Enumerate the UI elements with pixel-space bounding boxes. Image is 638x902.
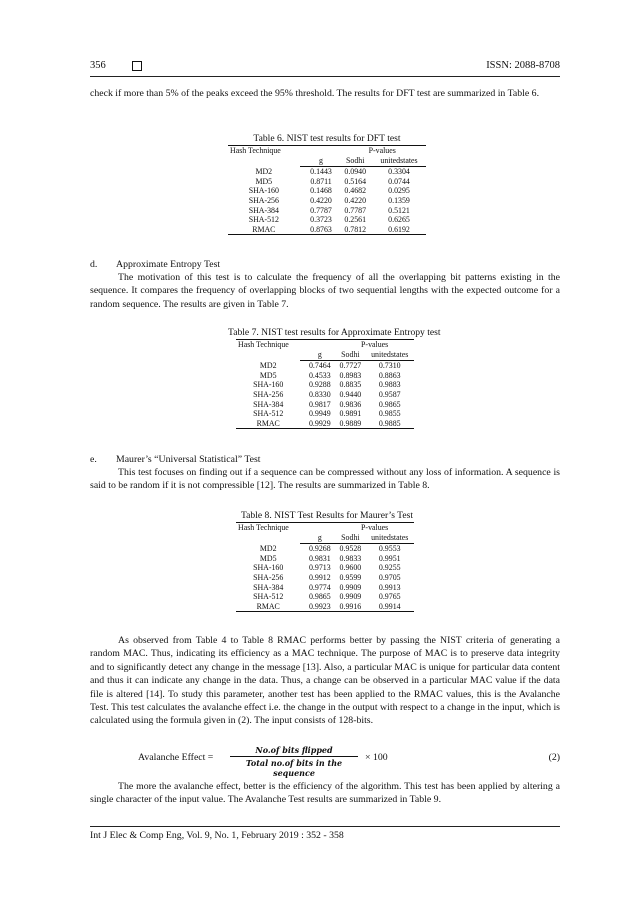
cell-unitedstates: 0.6192: [372, 225, 426, 235]
cell-unitedstates: 0.9855: [378, 409, 401, 419]
row-name: MD5: [259, 553, 277, 563]
equation-denominator: Total no.of bits in the sequence: [245, 758, 343, 778]
cell-g: 0.7464: [308, 361, 331, 371]
row-name: SHA-512: [248, 215, 279, 225]
row-name: SHA-256: [253, 572, 284, 582]
avalanche-equation: [90, 745, 560, 778]
table-subheader-row: [228, 156, 426, 167]
cell-sodhi: 0.9600: [339, 563, 362, 573]
section-e-paragraph: This test focuses on finding out if a sequence can be compressed without any loss of information. A sequence is said to be random if it is not compressible [12]. The results are summarized in Table 8.: [90, 467, 560, 492]
row-name: SHA-512: [253, 592, 284, 602]
table-7-caption: Table 7. NIST test results for Approximate Entropy test: [228, 327, 441, 338]
section-d-title: Approximate Entropy Test: [116, 259, 221, 270]
table-7: [228, 327, 441, 429]
cell-unitedstates: 0.9587: [378, 389, 401, 399]
cell-unitedstates: 0.9865: [378, 399, 401, 409]
table-8-caption: Table 8. NIST Test Results for Maurer’s Test: [240, 510, 414, 521]
table-row: [228, 215, 426, 225]
table-subheader-row: [236, 533, 414, 544]
cell-g: 0.9949: [308, 409, 331, 419]
row-name: MD5: [255, 176, 273, 186]
section-e-heading: [90, 453, 560, 466]
cell-unitedstates: 0.9885: [365, 419, 414, 429]
cell-sodhi: 0.2561: [344, 215, 367, 225]
row-name: SHA-160: [248, 186, 279, 196]
cell-g: 0.1443: [310, 167, 332, 177]
closing-paragraph: The more the avalanche effect, better is the efficiency of the algorithm. This test has been applied by altering a single character of the input value. The Avalanche Test results are summarized in Table 9.: [90, 781, 560, 806]
cell-unitedstates: 0.0295: [388, 186, 410, 196]
table-row: [228, 177, 426, 187]
cell-sodhi: 0.9909: [339, 582, 362, 592]
section-e-title: Maurer’s “Universal Statistical” Test: [116, 454, 261, 465]
cell-sodhi: 0.5164: [344, 176, 367, 186]
table-row: [236, 361, 414, 371]
row-name: SHA-256: [248, 195, 279, 205]
col-p-values: P-values: [338, 146, 426, 156]
cell-sodhi: 0.8983: [339, 370, 362, 380]
cell-sodhi: 0.9916: [335, 602, 365, 612]
row-name: RMAC: [228, 225, 300, 235]
table-header-row: [236, 340, 414, 350]
row-name: MD2: [255, 166, 273, 176]
issn: ISSN: 2088-8708: [486, 60, 560, 71]
cell-g: 0.4533: [308, 370, 331, 380]
row-name: SHA-384: [253, 582, 284, 592]
table-row: [228, 196, 426, 206]
cell-unitedstates: 0.9553: [378, 544, 401, 554]
cell-unitedstates: 0.9951: [378, 553, 401, 563]
cell-sodhi: 0.0940: [344, 167, 367, 177]
cell-unitedstates: 0.9914: [365, 602, 414, 612]
table-row: [236, 419, 414, 429]
table-row: [236, 602, 414, 612]
table-6: [228, 133, 426, 235]
section-e-letter: e.: [90, 454, 97, 465]
col-hash-technique: Hash Technique: [236, 340, 300, 350]
col-sodhi: Sodhi: [338, 156, 372, 167]
cell-g: 0.7787: [310, 205, 332, 215]
cell-g: 0.9912: [308, 572, 331, 582]
cell-unitedstates: 0.9883: [378, 380, 401, 390]
col-g: g: [300, 156, 339, 167]
table-row: [236, 563, 414, 573]
row-name: SHA-160: [253, 563, 284, 573]
row-name: SHA-256: [253, 389, 284, 399]
cell-g: 0.9923: [300, 602, 335, 612]
table-row: [236, 371, 414, 381]
section-d-heading: [90, 258, 560, 271]
table-6-grid: [228, 145, 426, 235]
col-unitedstates: unitedstates: [365, 533, 414, 544]
cell-sodhi: 0.9889: [335, 419, 365, 429]
footer-rule: [90, 826, 560, 827]
cell-sodhi: 0.7727: [339, 361, 362, 371]
row-name: RMAC: [236, 602, 300, 612]
table-row: [236, 592, 414, 602]
equation-label: Avalanche Effect =: [138, 752, 214, 763]
cell-g: 0.9831: [308, 553, 331, 563]
cell-unitedstates: 0.9913: [378, 582, 401, 592]
cell-unitedstates: 0.5121: [388, 205, 410, 215]
intro-paragraph: check if more than 5% of the peaks exceed the 95% threshold. The results for DFT test are summarized in Table 6.: [90, 88, 540, 99]
col-sodhi: Sodhi: [335, 533, 365, 544]
table-row: [236, 400, 414, 410]
equation-numerator: No.of bits flipped: [255, 745, 333, 755]
row-name: SHA-160: [253, 380, 284, 390]
col-g: g: [300, 350, 335, 361]
cell-sodhi: 0.7812: [338, 225, 372, 235]
section-d-paragraph: The motivation of this test is to calculate the frequency of all the overlapping bit patterns existing in the sequence. It compares the frequency of overlapping blocks of two sequential lengths with the expected outcome for a random sequence. The results are given in Table 7.: [90, 272, 560, 310]
col-unitedstates: unitedstates: [365, 350, 414, 361]
cell-g: 0.1468: [310, 186, 332, 196]
cell-unitedstates: 0.3304: [388, 167, 410, 177]
col-g: g: [300, 533, 335, 544]
cell-unitedstates: 0.9765: [378, 592, 401, 602]
cell-sodhi: 0.7787: [344, 205, 367, 215]
table-row: [236, 409, 414, 419]
page-header: [90, 60, 560, 76]
page-number: 356: [90, 60, 106, 71]
cell-sodhi: 0.9909: [339, 592, 362, 602]
col-hash-technique: Hash Technique: [236, 523, 300, 533]
cell-unitedstates: 0.0744: [388, 176, 410, 186]
table-row: [236, 380, 414, 390]
discussion-paragraph: As observed from Table 4 to Table 8 RMAC performs better by passing the NIST criteria of generating a random MAC. Thus, indicating its efficiency as a MAC technique. The purpose of MAC is to preserve data integrity and to significantly detect any change in the message [13]. Also, a particular MAC is unique for particular data content and thus it can indicate any change in the data. Thus, a change can be observed in a particular MAC value if the data file is altered [14]. To study this parameter, another test has been applied to the RMAC values, this is the Avalanche Test. This test calculates the avalanche effect i.e. the change in the output with respect to a change in the input, which is calculated using the formula given in (2). The input consists of 128-bits.: [90, 635, 560, 727]
cell-g: 0.3723: [310, 215, 332, 225]
cell-sodhi: 0.9599: [339, 572, 362, 582]
table-row: [228, 167, 426, 177]
table-row: [236, 573, 414, 583]
col-p-values: P-values: [335, 340, 414, 350]
table-6-caption: Table 6. NIST test results for DFT test: [253, 133, 401, 144]
header-rule: [90, 76, 560, 77]
box-icon: [132, 61, 142, 71]
table-8: [228, 510, 426, 612]
table-subheader-row: [236, 350, 414, 361]
row-name: RMAC: [236, 419, 300, 429]
cell-sodhi: 0.9528: [339, 544, 362, 554]
cell-g: 0.9774: [308, 582, 331, 592]
table-row: [236, 544, 414, 554]
cell-unitedstates: 0.1359: [388, 195, 410, 205]
col-p-values: P-values: [335, 523, 414, 533]
row-name: MD5: [259, 370, 277, 380]
cell-unitedstates: 0.9705: [378, 572, 401, 582]
table-row: [228, 206, 426, 216]
cell-g: 0.9929: [300, 419, 335, 429]
cell-sodhi: 0.8835: [339, 380, 362, 390]
table-8-grid: [236, 522, 414, 612]
col-sodhi: Sodhi: [335, 350, 365, 361]
table-row: [228, 186, 426, 196]
row-name: MD2: [259, 543, 277, 553]
cell-g: 0.8763: [300, 225, 339, 235]
section-d-letter: d.: [90, 259, 98, 270]
table-row: [236, 390, 414, 400]
table-7-grid: [236, 339, 414, 429]
cell-g: 0.9817: [308, 399, 331, 409]
cell-sodhi: 0.9836: [339, 399, 362, 409]
cell-sodhi: 0.9440: [339, 389, 362, 399]
table-row: [236, 583, 414, 593]
table-row: [236, 554, 414, 564]
col-hash-technique: Hash Technique: [228, 146, 300, 156]
cell-g: 0.8330: [308, 389, 331, 399]
equation-multiplier: × 100: [365, 752, 388, 763]
cell-sodhi: 0.9833: [339, 553, 362, 563]
cell-g: 0.9865: [308, 592, 331, 602]
cell-sodhi: 0.4220: [344, 195, 367, 205]
table-header-row: [228, 146, 426, 156]
cell-unitedstates: 0.9255: [378, 563, 401, 573]
row-name: SHA-384: [253, 399, 284, 409]
table-header-row: [236, 523, 414, 533]
cell-g: 0.9288: [308, 380, 331, 390]
equation-fraction: [230, 745, 358, 778]
cell-unitedstates: 0.7310: [378, 361, 401, 371]
cell-sodhi: 0.4682: [344, 186, 367, 196]
cell-g: 0.9268: [308, 544, 331, 554]
table-row: [228, 225, 426, 235]
cell-unitedstates: 0.6265: [388, 215, 410, 225]
cell-unitedstates: 0.8863: [378, 370, 401, 380]
cell-g: 0.8711: [310, 176, 332, 186]
row-name: SHA-512: [253, 409, 284, 419]
cell-g: 0.9713: [308, 563, 331, 573]
equation-number: (2): [548, 752, 560, 763]
row-name: SHA-384: [248, 205, 279, 215]
footer-citation: Int J Elec & Comp Eng, Vol. 9, No. 1, February 2019 : 352 - 358: [90, 830, 344, 841]
cell-g: 0.4220: [310, 195, 332, 205]
row-name: MD2: [259, 360, 277, 370]
col-unitedstates: unitedstates: [372, 156, 426, 167]
cell-sodhi: 0.9891: [339, 409, 362, 419]
